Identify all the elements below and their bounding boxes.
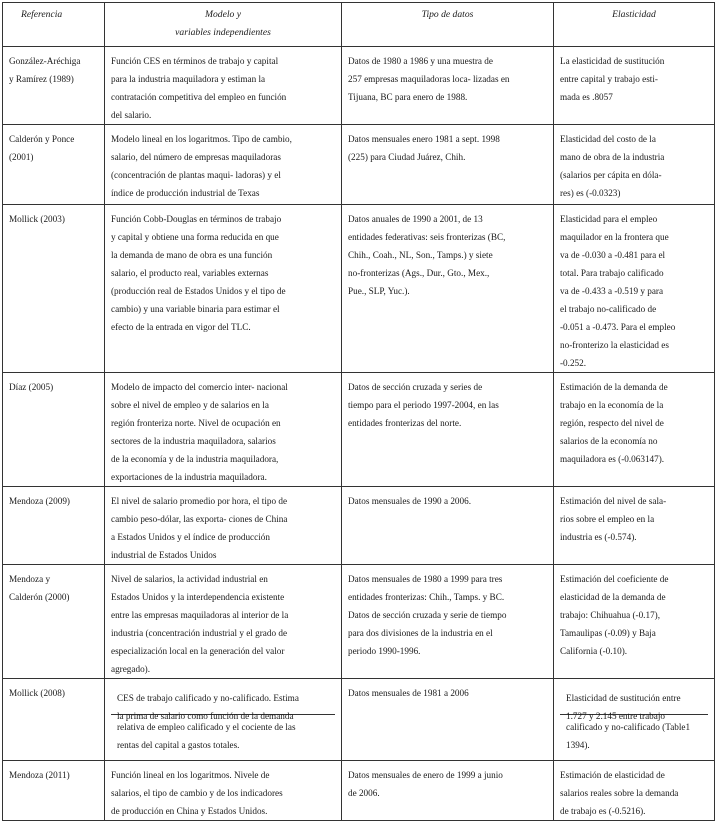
cell-data-type: Datos mensuales de 1980 a 1999 para tres entidades fronterizas: Chih., Tamps. y BC. Datos de sección cruzada y serie de tiempo para dos divisiones de la industria en el periodo 1990-1996.	[342, 565, 554, 679]
cell-model: Modelo lineal en los logaritmos. Tipo de cambio, salario, del número de empresas maquiladoras (concentración de plantas maqui- ladoras) y el índice de producción industrial de Texas	[105, 125, 342, 205]
header-reference: Referencia	[3, 3, 105, 47]
cell-data-type: Datos mensuales de 1981 a 2006	[342, 679, 554, 761]
cell-data-type: Datos mensuales de 1990 a 2006.	[342, 487, 554, 565]
cell-model-bottom: relativa de empleo calificado y el cociente de las rentas del capital a gastos totales.	[117, 722, 296, 750]
table-body	[3, 47, 715, 821]
cell-reference: Mendoza (2011)	[3, 761, 105, 821]
cell-data-type: Datos anuales de 1990 a 2001, de 13 entidades federativas: seis fronterizas (BC, Chih., Coah., NL, Son., Tamps.) y siete no-fronterizas (Ags., Dur., Gto., Mex., Pue., SLP, Yuc.).	[342, 205, 554, 373]
cell-elasticity: Estimación de elasticidad de salarios reales sobre la demanda de trabajo es (-0.5216).	[554, 761, 715, 821]
cell-data-type: Datos de 1980 a 1986 y una muestra de 257 empresas maquiladoras loca- lizadas en Tijuana, BC para enero de 1988.	[342, 47, 554, 125]
table-row	[3, 205, 715, 373]
cell-reference: Mendoza y Calderón (2000)	[3, 565, 105, 679]
cell-data-type: Datos mensuales de enero de 1999 a junio de 2006.	[342, 761, 554, 821]
cell-elasticity-split	[554, 679, 715, 761]
table-row	[3, 125, 715, 205]
cell-elasticity: Estimación del coeficiente de elasticidad de la demanda de trabajo: Chihuahua (-0.17), Tamaulipas (-0.09) y Baja California (-0.10).	[554, 565, 715, 679]
cell-reference: Mendoza (2009)	[3, 487, 105, 565]
header-row	[3, 3, 715, 47]
cell-elasticity: Elasticidad para el empleo maquilador en la frontera que va de -0.030 a -0.481 para el total. Para trabajo calificado va de -0.433 a -0.519 y para el trabajo no-calificado de -0.051 a -0.473. Para el empleo no-fronterizo la elasticidad es -0.252.	[554, 205, 715, 373]
cell-elasticity-bottom: calificado y no-calificado (Table1 1394).	[566, 722, 691, 750]
cell-data-type: Datos mensuales enero 1981 a sept. 1998 (225) para Ciudad Juárez, Chih.	[342, 125, 554, 205]
cell-reference: González-Aréchiga y Ramírez (1989)	[3, 47, 105, 125]
cell-model-top: CES de trabajo calificado y no-calificado. Estima la prima de salario como función de la demanda	[111, 684, 335, 715]
header-model: Modelo y variables independientes	[105, 3, 342, 47]
cell-model: Nivel de salarios, la actividad industrial en Estados Unidos y la interdependencia existente entre las empresas maquiladoras al interior de la industria (concentración industrial y el grado de especialización local en la generación del valor agregado).	[105, 565, 342, 679]
cell-elasticity: Estimación del nivel de sala- rios sobre el empleo en la industria es (-0.574).	[554, 487, 715, 565]
cell-model: Función Cobb-Douglas en términos de trabajo y capital y obtiene una forma reducida en que la demanda de mano de obra es una función salario, el producto real, variables externas (producción real de Estados Unidos y el tipo de cambio) y una variable binaria para estimar el efecto de la entrada en vigor del TLC.	[105, 205, 342, 373]
cell-model-split	[105, 679, 342, 761]
cell-model: Función lineal en los logaritmos. Nivele de salarios, el tipo de cambio y de los indicadores de producción en China y Estados Unidos.	[105, 761, 342, 821]
cell-model: El nivel de salario promedio por hora, el tipo de cambio peso-dólar, las exporta- ciones de China a Estados Unidos y el índice de producción industrial de Estados Unidos	[105, 487, 342, 565]
table-row	[3, 761, 715, 821]
cell-elasticity: Estimación de la demanda de trabajo en la economía de la región, respecto del nivel de salarios de la economía no maquiladora es (-0.063147).	[554, 373, 715, 487]
cell-data-type: Datos de sección cruzada y series de tiempo para el periodo 1997-2004, en las entidades fronterizas del norte.	[342, 373, 554, 487]
table-row	[3, 373, 715, 487]
table-row	[3, 679, 715, 761]
cell-elasticity: La elasticidad de sustitución entre capital y trabajo esti- mada es .8057	[554, 47, 715, 125]
cell-model: Modelo de impacto del comercio inter- nacional sobre el nivel de empleo y de salarios en la región fronteriza norte. Nivel de ocupación en sectores de la industria maquiladora, salarios de la economía y de la industria maquiladora, exportaciones de la industria maquiladora.	[105, 373, 342, 487]
cell-elasticity: Elasticidad del costo de la mano de obra de la industria (salarios per cápita en dóla- res) es (-0.0323)	[554, 125, 715, 205]
cell-reference: Mollick (2003)	[3, 205, 105, 373]
header-data-type: Tipo de datos	[342, 3, 554, 47]
table-row	[3, 47, 715, 125]
table-row	[3, 487, 715, 565]
header-elasticity: Elasticidad	[554, 3, 715, 47]
literature-review-table	[2, 2, 715, 821]
cell-reference: Mollick (2008)	[3, 679, 105, 761]
cell-reference: Calderón y Ponce (2001)	[3, 125, 105, 205]
table-header	[3, 3, 715, 47]
cell-model: Función CES en términos de trabajo y capital para la industria maquiladora y estiman la contratación competitiva del empleo en función del salario.	[105, 47, 342, 125]
table-row	[3, 565, 715, 679]
cell-reference: Díaz (2005)	[3, 373, 105, 487]
cell-elasticity-top: Elasticidad de sustitución entre 1.727 y 2.145 entre trabajo	[560, 684, 708, 715]
